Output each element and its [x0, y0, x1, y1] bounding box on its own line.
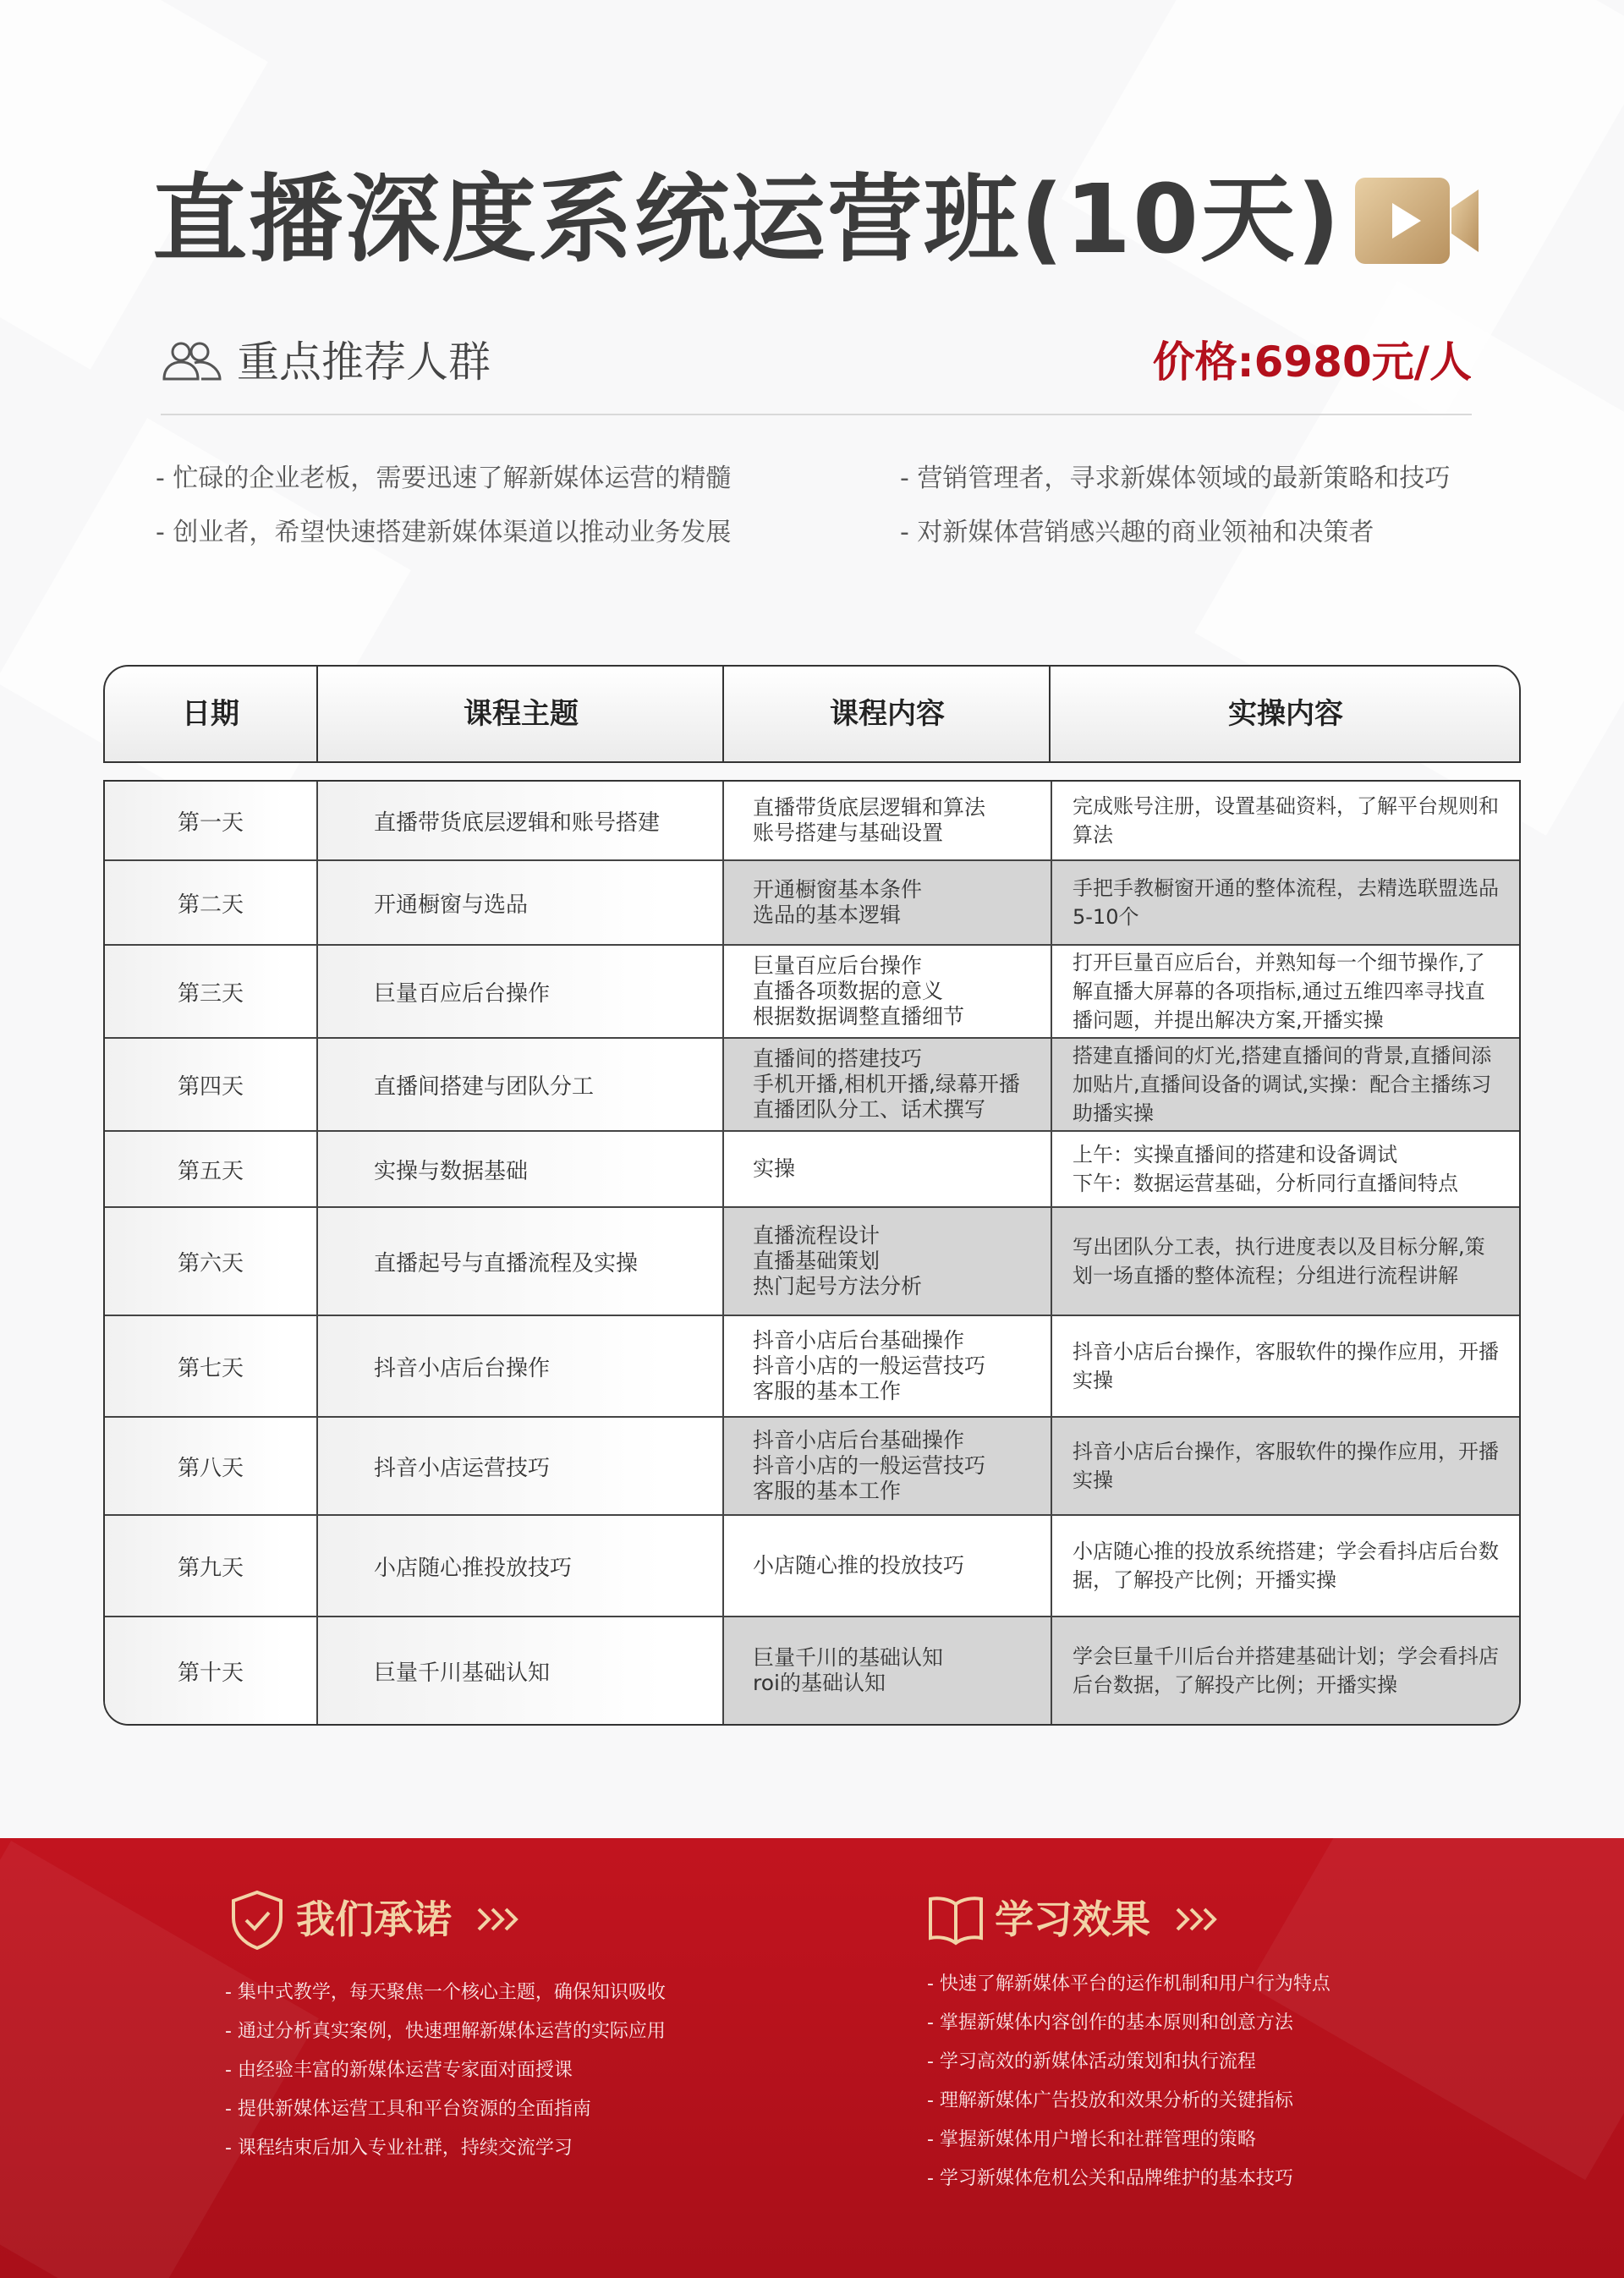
table-row: [105, 782, 1519, 861]
practice-cell: 学会巨量千川后台并搭建基础计划；学会看抖店后台数据，了解投产比例；开播实操: [1073, 1644, 1499, 1697]
table-row: [105, 1418, 1519, 1516]
table-row: [105, 1316, 1519, 1418]
topic-cell: 抖音小店后台操作: [316, 1316, 722, 1416]
table-row: [105, 1617, 1519, 1724]
column-header-date: 日期: [182, 697, 239, 731]
content-cell: 巨量千川的基础认知 roi的基础认知: [753, 1645, 944, 1695]
day-cell: 第二天: [105, 861, 316, 944]
day-cell: 第七天: [105, 1316, 316, 1416]
practice-cell: 写出团队分工表，执行进度表以及目标分解,策划一场直播的整体流程；分组进行流程讲解: [1073, 1235, 1485, 1287]
schedule-table-header: [103, 665, 1521, 763]
content-cell: 抖音小店后台基础操作 抖音小店的一般运营技巧 客服的基本工作: [753, 1428, 986, 1503]
content-cell: 直播流程设计 直播基础策划 热门起号方法分析: [753, 1223, 923, 1298]
content-cell: 开通橱窗基本条件 选品的基本逻辑: [753, 877, 923, 927]
day-cell: 第八天: [105, 1418, 316, 1514]
background-hexagon: [1248, 1838, 1624, 2180]
practice-cell: 上午：实操直播间的搭建和设备调试 下午：数据运营基础，分析同行直播间特点: [1073, 1143, 1458, 1195]
practice-cell: 完成账号注册，设置基础资料，了解平台规则和算法: [1073, 794, 1499, 847]
video-camera-icon: [1353, 174, 1480, 267]
practice-cell: 抖音小店后台操作，客服软件的操作应用，开播实操: [1073, 1340, 1499, 1392]
topic-cell: 巨量百应后台操作: [316, 946, 722, 1037]
day-cell: 第四天: [105, 1039, 316, 1130]
schedule-table: [103, 780, 1521, 1726]
page-title: 直播深度系统运营班(10天): [152, 165, 1342, 275]
day-cell: 第九天: [105, 1516, 316, 1616]
practice-cell: 搭建直播间的灯光,搭建直播间的背景,直播间添加贴片,直播间设备的调试,实操：配合主播练习助播实操: [1073, 1044, 1492, 1125]
double-chevron-right-icon: [1174, 1907, 1226, 1931]
table-row: [105, 1516, 1519, 1617]
divider: [161, 414, 1472, 415]
double-chevron-right-icon: [475, 1907, 528, 1931]
topic-cell: 实操与数据基础: [316, 1132, 722, 1206]
effect-item: - 学习高效的新媒体活动策划和执行流程: [927, 2051, 1256, 2072]
column-header-topic: 课程主题: [316, 667, 724, 761]
audience-title: 重点推荐人群: [237, 338, 491, 387]
topic-cell: 开通橱窗与选品: [316, 861, 722, 944]
practice-cell: 手把手教橱窗开通的整体流程，去精选联盟选品5-10个: [1073, 876, 1499, 929]
effect-item: - 掌握新媒体内容创作的基本原则和创意方法: [927, 2012, 1293, 2034]
table-row: [105, 1039, 1519, 1132]
audience-header: [161, 330, 1472, 398]
promise-item: - 提供新媒体运营工具和平台资源的全面指南: [225, 2099, 591, 2120]
promise-item: - 通过分析真实案例，快速理解新媒体运营的实际应用: [225, 2021, 666, 2042]
promise-title: 我们承诺: [296, 1897, 452, 1942]
promise-header: [228, 1889, 567, 1957]
footer-section: [0, 1838, 1624, 2278]
table-row: [105, 946, 1519, 1039]
topic-cell: 抖音小店运营技巧: [316, 1418, 722, 1514]
audience-item: - 营销管理者，寻求新媒体领域的最新策略和技巧: [900, 464, 1451, 493]
audience-item: - 创业者，希望快速搭建新媒体渠道以推动业务发展: [156, 518, 732, 547]
promise-item: - 集中式教学，每天聚焦一个核心主题，确保知识吸收: [225, 1982, 666, 2003]
people-icon: [161, 340, 223, 382]
effect-item: - 掌握新媒体用户增长和社群管理的策略: [927, 2129, 1256, 2150]
table-row: [105, 861, 1519, 946]
topic-cell: 直播间搭建与团队分工: [316, 1039, 722, 1130]
practice-cell: 抖音小店后台操作，客服软件的操作应用，开播实操: [1073, 1440, 1499, 1492]
content-cell: 抖音小店后台基础操作 抖音小店的一般运营技巧 客服的基本工作: [753, 1328, 986, 1403]
day-cell: 第五天: [105, 1132, 316, 1206]
audience-item: - 对新媒体营销感兴趣的商业领袖和决策者: [900, 518, 1374, 547]
day-cell: 第三天: [105, 946, 316, 1037]
audience-item: - 忙碌的企业老板，需要迅速了解新媒体运营的精髓: [156, 464, 732, 493]
day-cell: 第一天: [105, 782, 316, 859]
effect-item: - 理解新媒体广告投放和效果分析的关键指标: [927, 2090, 1293, 2111]
content-cell: 直播间的搭建技巧 手机开播,相机开播,绿幕开播 直播团队分工、话术撰写: [753, 1046, 1020, 1122]
title-row: [152, 152, 1497, 288]
content-cell: 巨量百应后台操作 直播各项数据的意义 根据数据调整直播细节: [753, 953, 965, 1029]
day-cell: 第六天: [105, 1208, 316, 1315]
topic-cell: 直播起号与直播流程及实操: [316, 1208, 722, 1315]
promise-item: - 由经验丰富的新媒体运营专家面对面授课: [225, 2060, 573, 2081]
practice-cell: 小店随心推的投放系统搭建；学会看抖店后台数据，了解投产比例；开播实操: [1073, 1540, 1499, 1592]
topic-cell: 直播带货底层逻辑和账号搭建: [316, 782, 722, 859]
column-header-practice: 实操内容: [1049, 667, 1521, 761]
content-cell: 实操: [753, 1156, 796, 1181]
topic-cell: 小店随心推投放技巧: [316, 1516, 722, 1616]
content-cell: 直播带货底层逻辑和算法 账号搭建与基础设置: [753, 795, 986, 845]
practice-cell: 打开巨量百应后台，并熟知每一个细节操作,了解直播大屏幕的各项指标,通过五维四率寻找直播问题，并提出解决方案,开播实操: [1073, 951, 1485, 1032]
day-cell: 第十天: [105, 1617, 316, 1724]
effect-item: - 快速了解新媒体平台的运作机制和用户行为特点: [927, 1973, 1330, 1995]
open-book-icon: [927, 1889, 985, 1950]
shield-check-icon: [228, 1889, 286, 1950]
effect-item: - 学习新媒体危机公关和品牌维护的基本技巧: [927, 2168, 1293, 2189]
column-header-content: 课程内容: [722, 667, 1051, 761]
promise-item: - 课程结束后加入专业社群，持续交流学习: [225, 2138, 573, 2159]
effect-title: 学习效果: [995, 1897, 1150, 1942]
topic-cell: 巨量千川基础认知: [316, 1617, 722, 1724]
table-row: [105, 1208, 1519, 1316]
effect-header: [927, 1889, 1265, 1957]
table-row: [105, 1132, 1519, 1208]
price-label: 价格:6980元/人: [1152, 338, 1472, 387]
content-cell: 小店随心推的投放技巧: [753, 1553, 965, 1578]
